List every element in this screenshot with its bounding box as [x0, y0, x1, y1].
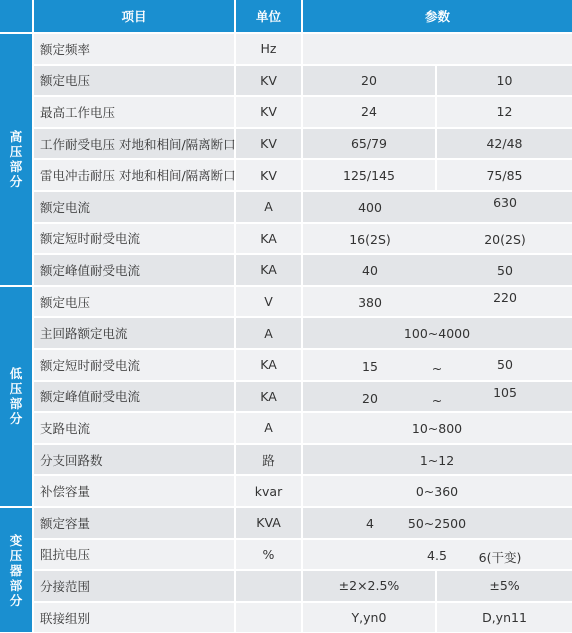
row-item-r19: 联接组别	[34, 603, 234, 633]
row-val-a-r9: 380	[358, 294, 382, 310]
row-unit-r3: KV	[236, 97, 301, 127]
row-val-b-r8: 50	[497, 263, 513, 279]
row-item-r14: 分支回路数	[34, 445, 234, 475]
row-unit-r15: kvar	[236, 476, 301, 506]
row-item-r11: 额定短时耐受电流	[34, 350, 234, 380]
row-unit-r16: KVA	[236, 508, 301, 538]
group-low	[0, 287, 32, 506]
row-unit-r6: A	[236, 192, 301, 222]
row-val-b-r17: 6(干变)	[478, 549, 522, 565]
header-param: 参数	[303, 0, 572, 32]
group-high	[0, 34, 32, 285]
row-unit-r17: %	[236, 540, 301, 570]
row-val-b-r19: D,yn11	[437, 603, 572, 633]
row-item-r6: 额定电流	[34, 192, 234, 222]
row-val-b-r12: 105	[493, 384, 517, 400]
row-item-r4: 工作耐受电压 对地和相间/隔离断口	[34, 129, 234, 159]
row-unit-r13: A	[236, 413, 301, 443]
group-trans	[0, 508, 32, 632]
row-item-r16: 额定容量	[34, 508, 234, 538]
row-unit-r9: V	[236, 287, 301, 317]
row-item-r3: 最高工作电压	[34, 97, 234, 127]
group-label-high: 高压部分	[9, 129, 23, 190]
row-item-r12: 额定峰值耐受电流	[34, 382, 234, 412]
header-item: 项目	[34, 0, 234, 32]
row-item-r1: 额定频率	[34, 34, 234, 64]
row-val-a-r16: 4	[366, 516, 374, 531]
row-val-b-r9: 220	[493, 289, 517, 305]
row-unit-r14: 路	[236, 445, 301, 475]
row-item-r10: 主回路额定电流	[34, 318, 234, 348]
row-unit-r12: KA	[236, 382, 301, 412]
group-label-low: 低压部分	[9, 366, 23, 427]
row-item-r8: 额定峰值耐受电流	[34, 255, 234, 285]
row-val-a-r4: 65/79	[303, 129, 435, 159]
row-unit-r10: A	[236, 318, 301, 348]
row-item-r17: 阻抗电压	[34, 540, 234, 570]
row-val-sep-r12: ~	[431, 392, 443, 408]
header-unit: 单位	[236, 0, 301, 32]
row-val-r10: 100~4000	[403, 326, 471, 342]
row-unit-r18	[236, 571, 301, 601]
row-val-b-r18: ±5%	[437, 571, 572, 601]
row-item-r9: 额定电压	[34, 287, 234, 317]
row-val-a-r2: 20	[303, 66, 435, 96]
row-val-b-r7: 20(2S)	[484, 231, 526, 247]
row-unit-r1: Hz	[236, 34, 301, 64]
row-val-cell-r8	[303, 255, 572, 285]
row-val-a-r6: 400	[358, 200, 382, 215]
row-val-cell-r9	[303, 287, 572, 317]
row-val-b-r4: 42/48	[437, 129, 572, 159]
row-val-a-r18: ±2×2.5%	[303, 571, 435, 601]
row-val-a-r12: 20	[362, 390, 378, 406]
row-val-cell-r7	[303, 224, 572, 254]
row-unit-r5: KV	[236, 160, 301, 190]
row-item-r5: 雷电冲击耐压 对地和相间/隔离断口	[34, 160, 234, 190]
row-val-r15: 0~360	[415, 484, 459, 500]
row-val-b-r11: 50	[497, 357, 513, 372]
row-val-b-r6: 630	[493, 195, 517, 210]
row-unit-r2: KV	[236, 66, 301, 96]
group-label-trans: 变压器部分	[9, 532, 23, 608]
row-val-a-r7: 16(2S)	[349, 231, 391, 247]
row-unit-r7: KA	[236, 224, 301, 254]
row-val-sep-r11: ~	[431, 361, 443, 376]
row-val-a-r11: 15	[362, 359, 378, 374]
row-val-a-r3: 24	[303, 97, 435, 127]
row-item-r15: 补偿容量	[34, 476, 234, 506]
row-val-cell-r6	[303, 192, 572, 222]
row-val-b-r5: 75/85	[437, 160, 572, 190]
row-item-r7: 额定短时耐受电流	[34, 224, 234, 254]
row-unit-r11: KA	[236, 350, 301, 380]
row-val-cell-r1	[303, 34, 572, 64]
row-val-b-r16: 50~2500	[407, 516, 467, 531]
row-val-a-r8: 40	[362, 263, 378, 279]
row-item-r2: 额定电压	[34, 66, 234, 96]
row-val-b-r2: 10	[437, 66, 572, 96]
row-val-r13: 10~800	[411, 421, 463, 437]
row-item-r13: 支路电流	[34, 413, 234, 443]
row-unit-r4: KV	[236, 129, 301, 159]
row-unit-r8: KA	[236, 255, 301, 285]
row-item-r18: 分接范围	[34, 571, 234, 601]
row-val-a-r17: 4.5	[427, 547, 447, 563]
row-val-a-r19: Y,yn0	[303, 603, 435, 633]
row-val-b-r3: 12	[437, 97, 572, 127]
row-val-r14: 1~12	[419, 452, 455, 468]
row-val-a-r5: 125/145	[303, 160, 435, 190]
row-unit-r19	[236, 603, 301, 633]
header-blank	[0, 0, 32, 32]
